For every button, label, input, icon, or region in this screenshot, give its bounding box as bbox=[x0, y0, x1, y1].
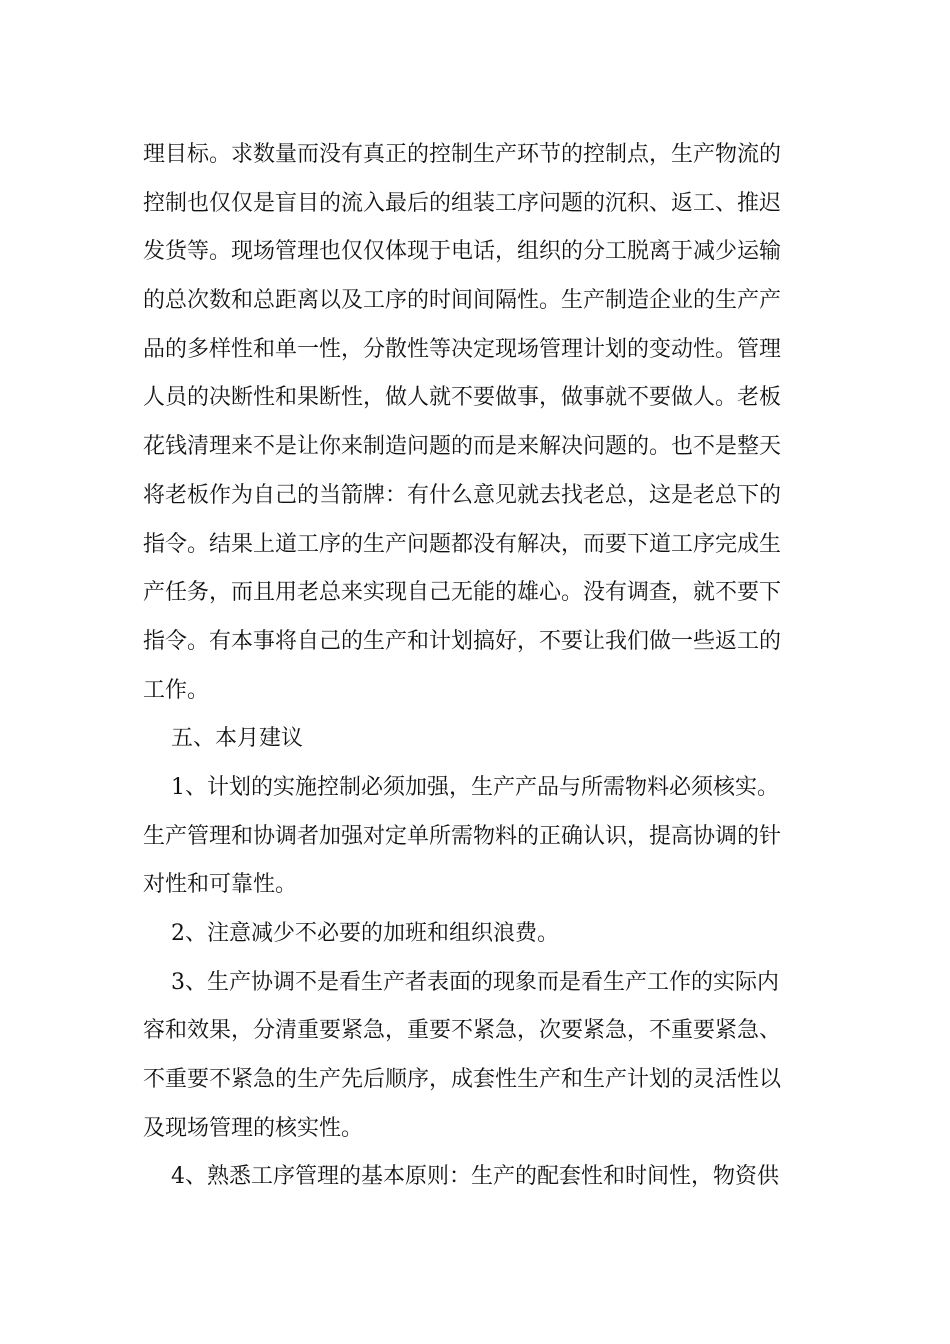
text-line: 将老板作为自己的当箭牌：有什么意见就去找老总，这是老总下的 bbox=[143, 482, 782, 508]
text-line: 人员的决断性和果断性，做人就不要做事，做事就不要做人。老板 bbox=[143, 385, 782, 411]
text-line: 对性和可靠性。 bbox=[143, 872, 298, 898]
text-line: 工作。 bbox=[143, 677, 210, 703]
text-line: 1、计划的实施控制必须加强，生产产品与所需物料必须核实。 bbox=[143, 774, 779, 800]
text-line: 花钱清理来不是让你来制造问题的而是来解决问题的。也不是整天 bbox=[143, 434, 782, 460]
text-line: 生产管理和协调者加强对定单所需物料的正确认识，提高协调的针 bbox=[143, 823, 782, 849]
text-line: 不重要不紧急的生产先后顺序，成套性生产和生产计划的灵活性以 bbox=[143, 1067, 782, 1093]
text-line: 指令。有本事将自己的生产和计划搞好，不要让我们做一些返工的 bbox=[143, 628, 782, 654]
text-line: 及现场管理的核实性。 bbox=[143, 1115, 364, 1141]
text-line: 产任务，而且用老总来实现自己无能的雄心。没有调查，就不要下 bbox=[143, 580, 782, 606]
text-line: 控制也仅仅是盲目的流入最后的组装工序问题的沉积、返工、推迟 bbox=[143, 190, 782, 216]
text-line: 容和效果，分清重要紧急，重要不紧急，次要紧急，不重要紧急、 bbox=[143, 1018, 782, 1044]
text-line: 指令。结果上道工序的生产问题都没有解决，而要下道工序完成生 bbox=[143, 531, 782, 557]
section-heading: 五、本月建议 bbox=[143, 726, 303, 752]
text-line: 2、注意减少不必要的加班和组织浪费。 bbox=[143, 921, 559, 946]
text-line: 的总次数和总距离以及工序的时间间隔性。生产制造企业的生产产 bbox=[143, 288, 782, 314]
body-text bbox=[143, 131, 813, 1202]
text-line: 品的多样性和单一性，分散性等决定现场管理计划的变动性。管理 bbox=[143, 336, 782, 362]
text-line: 发货等。现场管理也仅仅体现于电话，组织的分工脱离于减少运输 bbox=[143, 239, 782, 265]
text-line: 理目标。求数量而没有真正的控制生产环节的控制点，生产物流的 bbox=[143, 142, 782, 167]
text-line: 4、熟悉工序管理的基本原则：生产的配套性和时间性，物资供 bbox=[143, 1164, 779, 1190]
text-line: 3、生产协调不是看生产者表面的现象而是看生产工作的实际内 bbox=[143, 969, 779, 995]
